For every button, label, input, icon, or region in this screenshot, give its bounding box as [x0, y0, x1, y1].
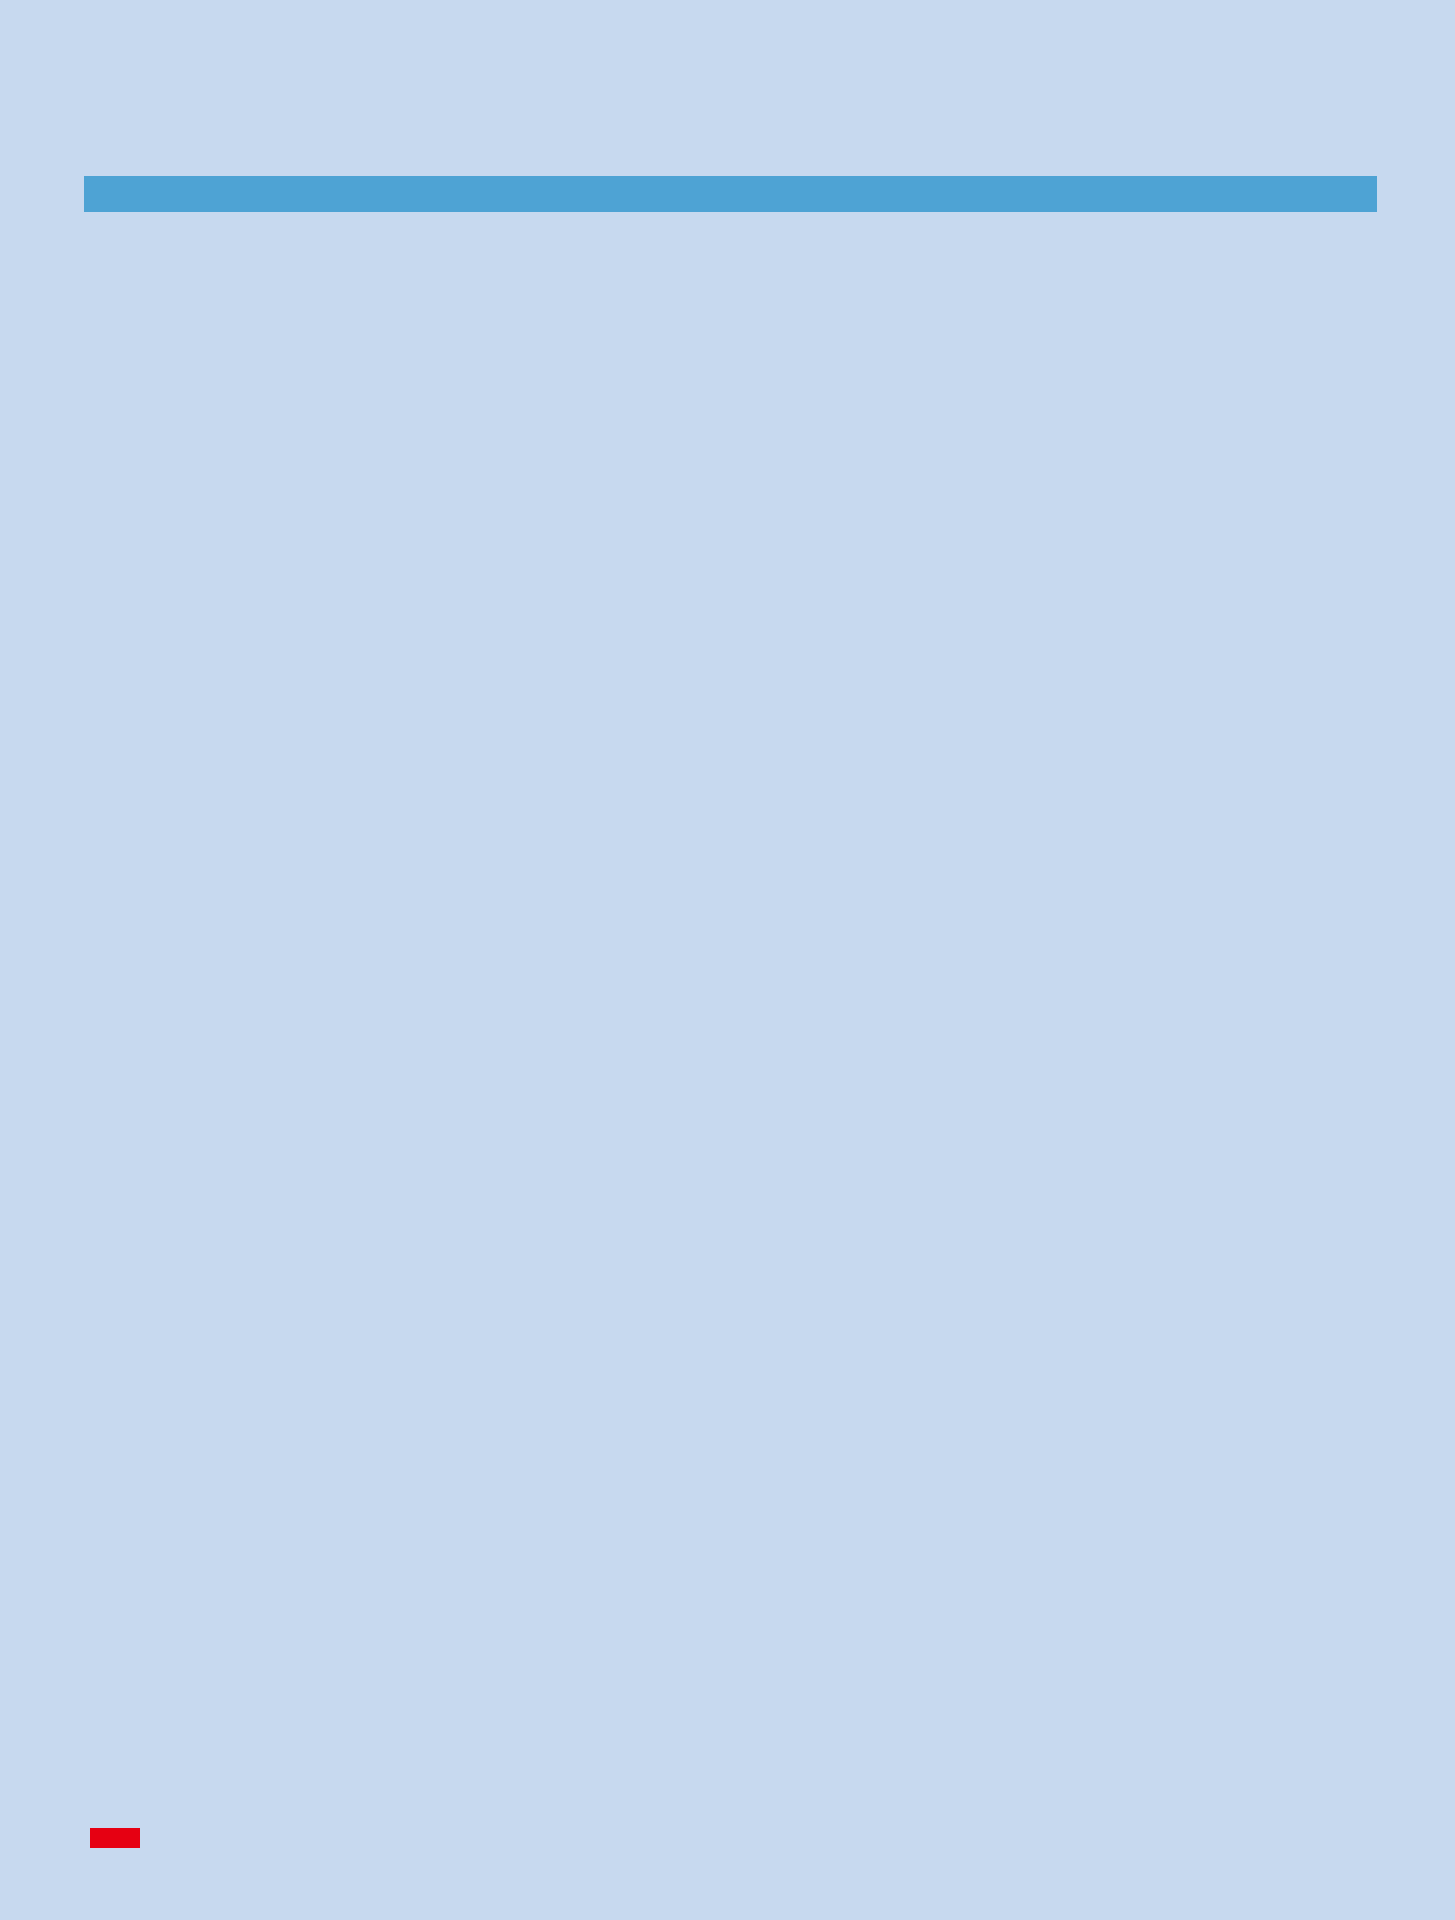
page-title [84, 68, 94, 126]
new-product-marker [90, 1828, 140, 1848]
category-band [84, 176, 1377, 212]
table-header [84, 139, 1377, 165]
footnote [84, 1828, 146, 1848]
